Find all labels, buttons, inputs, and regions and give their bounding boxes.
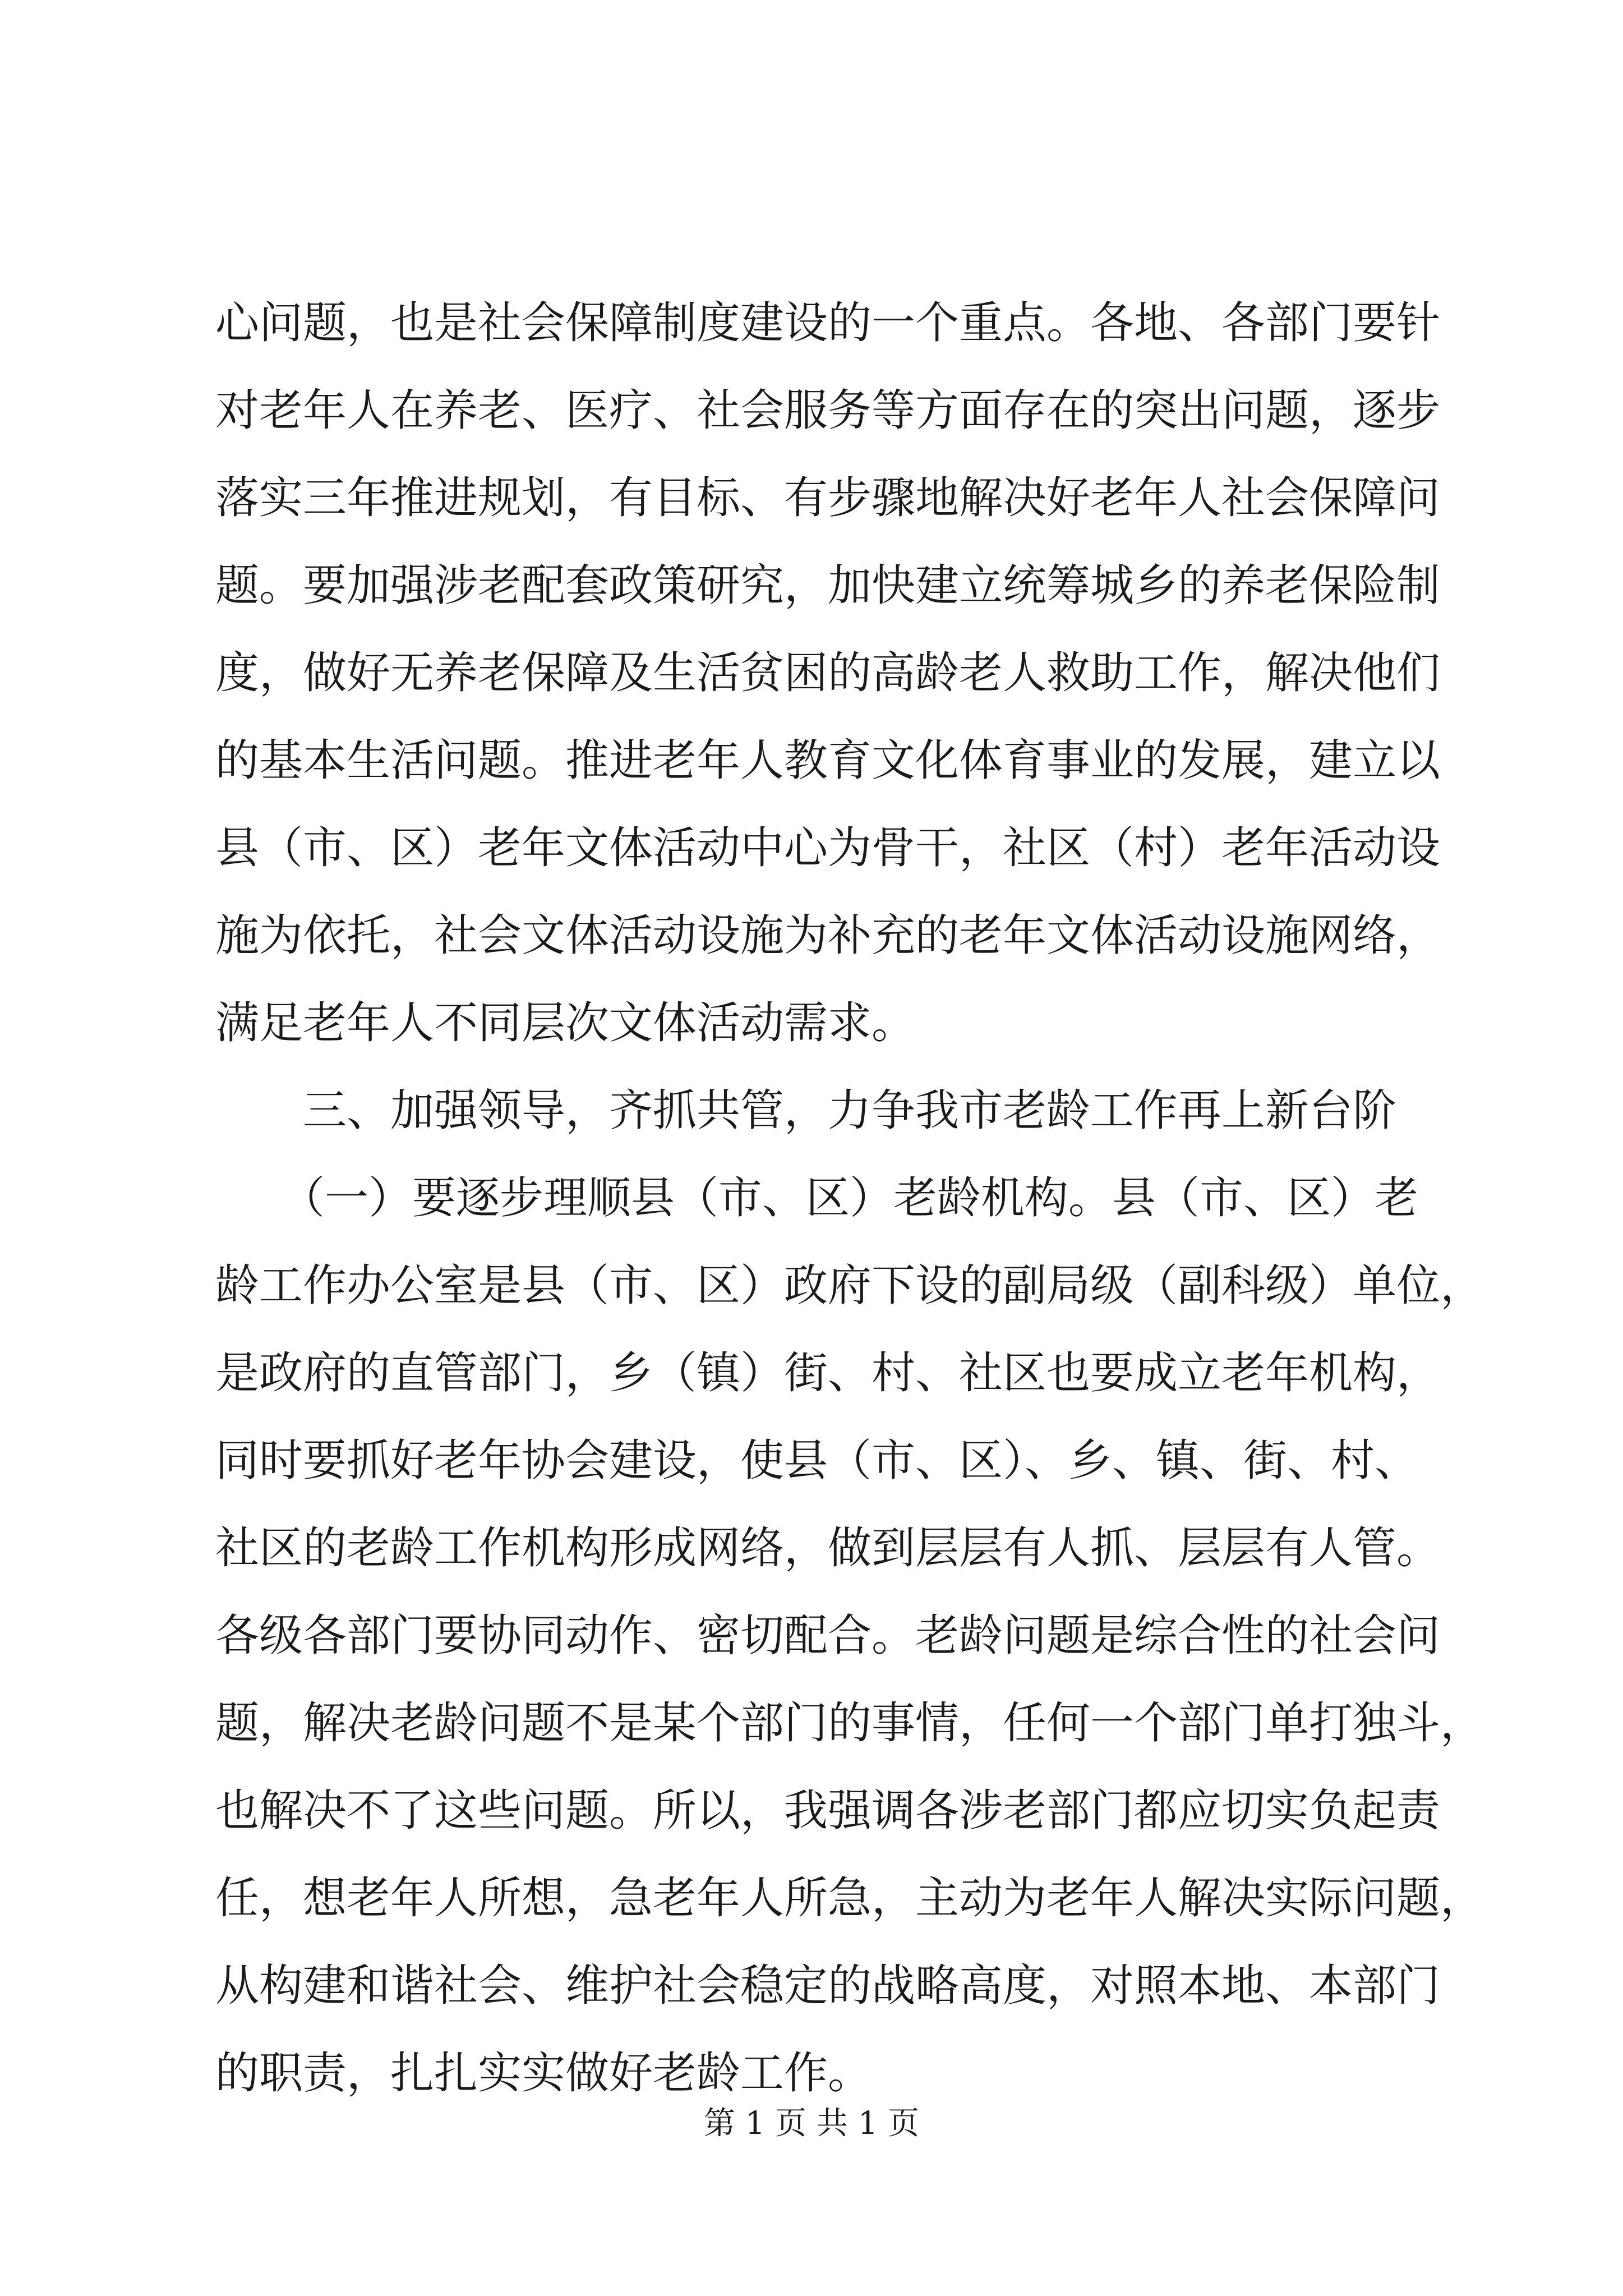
page-number-label: 第 1 页 共 1 页 [703,2105,920,2142]
text-line: 是政府的直管部门，乡（镇）街、村、社区也要成立老年机构， [215,1348,1441,1398]
text-line: 任，想老年人所想，急老年人所急，主动为老年人解决实际问题， [215,1873,1484,1924]
text-line: 的职责，扎扎实实做好老龄工作。 [215,2048,872,2099]
text-line: 同时要抓好老年协会建设，使县（市、区）、乡、镇、街、村、 [215,1435,1419,1486]
text-line: 落实三年推进规划，有目标、有步骤地解决好老年人社会保障问 [215,473,1441,523]
text-line: 题。要加强涉老配套政策研究，加快建立统筹城乡的养老保险制 [215,560,1441,611]
page-footer [0,2101,1623,2146]
text-line: 心问题，也是社会保障制度建设的一个重点。各地、各部门要针 [215,298,1441,348]
text-line: 题，解决老龄问题不是某个部门的事情，任何一个部门单打独斗， [215,1698,1484,1749]
text-line: 的基本生活问题。推进老年人教育文化体育事业的发展，建立以 [215,735,1441,786]
text-line: 县（市、区）老年文体活动中心为骨干，社区（村）老年活动设 [215,823,1441,873]
text-line: 也解决不了这些问题。所以，我强调各涉老部门都应切实负起责 [215,1786,1441,1836]
text-line: 满足老年人不同层次文体活动需求。 [215,998,916,1048]
text-line: 社区的老龄工作机构形成网络，做到层层有人抓、层层有人管。 [215,1523,1441,1573]
text-line: 施为依托，社会文体活动设施为补充的老年文体活动设施网络， [215,910,1441,961]
section-heading: 三、加强领导，齐抓共管，力争我市老龄工作再上新台阶 [215,1085,1397,1136]
text-line: 对老年人在养老、医疗、社会服务等方面存在的突出问题，逐步 [215,385,1441,436]
text-line: 从构建和谐社会、维护社会稳定的战略高度，对照本地、本部门 [215,1961,1441,2011]
text-line: （一）要逐步理顺县（市、区）老龄机构。县（市、区）老 [215,1173,1419,1223]
text-line: 龄工作办公室是县（市、区）政府下设的副局级（副科级）单位， [215,1260,1484,1311]
text-line: 各级各部门要协同动作、密切配合。老龄问题是综合性的社会问 [215,1611,1441,1661]
body-text [215,279,1484,2117]
text-line: 度，做好无养老保障及生活贫困的高龄老人救助工作，解决他们 [215,648,1441,698]
